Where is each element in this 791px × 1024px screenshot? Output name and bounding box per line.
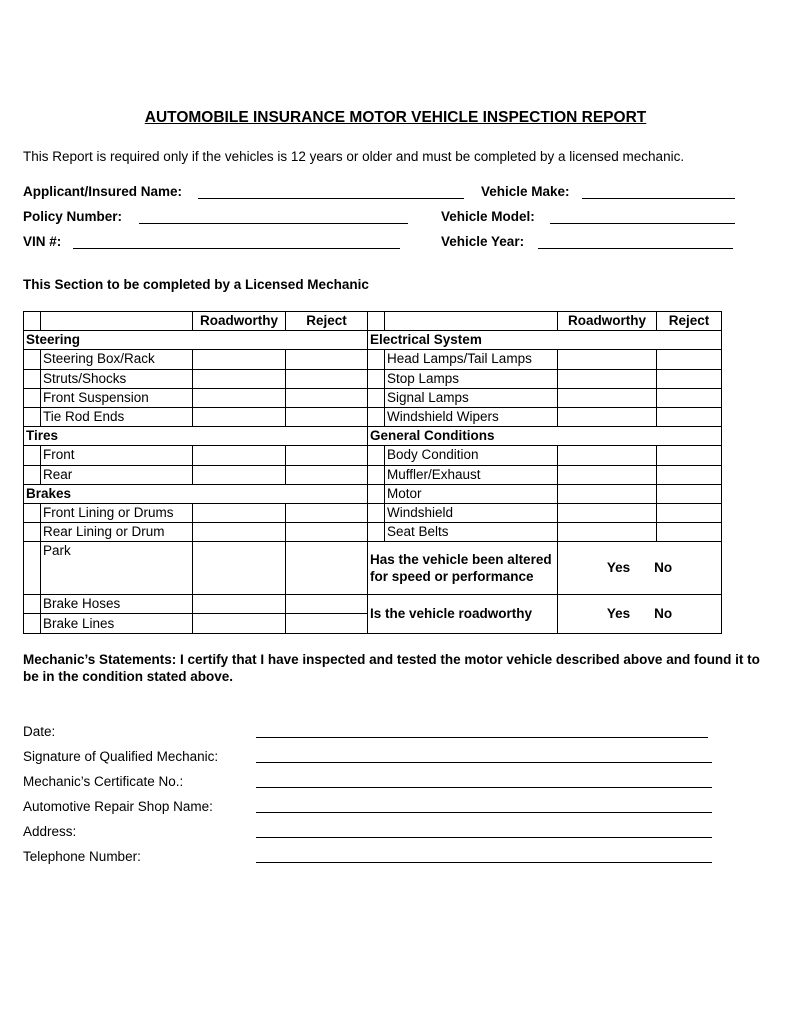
check-cell[interactable] <box>558 484 657 503</box>
year-input-line[interactable] <box>538 248 733 249</box>
shop-label: Automotive Repair Shop Name: <box>23 799 213 814</box>
phone-input-line[interactable] <box>256 862 712 863</box>
item-wipers: Windshield Wipers <box>385 407 558 426</box>
table-row <box>24 407 722 426</box>
check-cell[interactable] <box>657 465 722 484</box>
inspection-table <box>23 311 722 634</box>
intro-text: This Report is required only if the vehicles is 12 years or older and must be completed by a licensed mechanic. <box>23 149 685 164</box>
check-cell[interactable] <box>193 503 286 522</box>
table-row <box>24 595 722 614</box>
altered-yes[interactable]: Yes <box>606 560 631 576</box>
report-title: AUTOMOBILE INSURANCE MOTOR VEHICLE INSPECTION REPORT <box>144 109 647 126</box>
check-cell[interactable] <box>558 465 657 484</box>
group-general: General Conditions <box>368 427 722 446</box>
table-row <box>24 388 722 407</box>
check-cell[interactable] <box>286 369 368 388</box>
check-cell[interactable] <box>657 388 722 407</box>
altered-yes-no[interactable] <box>558 542 722 595</box>
item-seat-belts: Seat Belts <box>385 523 558 542</box>
col-roadworthy-right: Roadworthy <box>558 312 657 331</box>
item-tie-rod: Tie Rod Ends <box>41 407 193 426</box>
shop-input-line[interactable] <box>256 812 712 813</box>
check-cell[interactable] <box>558 407 657 426</box>
vin-input-line[interactable] <box>73 248 400 249</box>
check-cell[interactable] <box>193 595 286 614</box>
col-reject: Reject <box>286 312 368 331</box>
address-input-line[interactable] <box>256 837 712 838</box>
item-front: Front <box>41 446 193 465</box>
check-cell[interactable] <box>657 503 722 522</box>
applicant-label: Applicant/Insured Name: <box>23 184 183 199</box>
applicant-input-line[interactable] <box>198 198 464 199</box>
signature-input-line[interactable] <box>256 762 712 763</box>
date-label: Date: <box>23 724 56 739</box>
model-label: Vehicle Model: <box>441 209 535 224</box>
date-input-line[interactable] <box>256 737 708 738</box>
table-row <box>24 369 722 388</box>
check-cell[interactable] <box>286 350 368 369</box>
check-cell[interactable] <box>558 446 657 465</box>
year-label: Vehicle Year: <box>441 234 525 249</box>
check-cell[interactable] <box>558 503 657 522</box>
question-roadworthy: Is the vehicle roadworthy <box>368 595 558 633</box>
check-cell[interactable] <box>657 407 722 426</box>
col-reject-right: Reject <box>657 312 722 331</box>
section-title: This Section to be completed by a Licensed Mechanic <box>23 277 369 292</box>
item-body: Body Condition <box>385 446 558 465</box>
check-cell[interactable] <box>286 523 368 542</box>
model-input-line[interactable] <box>550 223 735 224</box>
check-cell[interactable] <box>193 388 286 407</box>
item-signal-lamps: Signal Lamps <box>385 388 558 407</box>
group-tires: Tires <box>24 427 368 446</box>
certificate-label: Mechanic’s Certificate No.: <box>23 774 184 789</box>
table-row <box>24 331 722 350</box>
item-head-lamps: Head Lamps/Tail Lamps <box>385 350 558 369</box>
item-windshield: Windshield <box>385 503 558 522</box>
group-electrical: Electrical System <box>368 331 722 350</box>
check-cell[interactable] <box>193 523 286 542</box>
item-rear: Rear <box>41 465 193 484</box>
item-front-lining: Front Lining or Drums <box>41 503 193 522</box>
check-cell[interactable] <box>193 369 286 388</box>
check-cell[interactable] <box>657 523 722 542</box>
check-cell[interactable] <box>286 388 368 407</box>
roadworthy-no[interactable]: No <box>654 605 673 621</box>
check-cell[interactable] <box>193 350 286 369</box>
check-cell[interactable] <box>193 614 286 633</box>
table-row <box>24 465 722 484</box>
table-row <box>24 427 722 446</box>
check-cell[interactable] <box>657 350 722 369</box>
item-front-suspension: Front Suspension <box>41 388 193 407</box>
check-cell[interactable] <box>286 465 368 484</box>
check-cell[interactable] <box>657 484 722 503</box>
check-cell[interactable] <box>193 465 286 484</box>
item-brake-hoses: Brake Hoses <box>41 595 193 614</box>
check-cell[interactable] <box>286 614 368 633</box>
table-row <box>24 503 722 522</box>
item-park: Park <box>41 542 193 595</box>
signature-label: Signature of Qualified Mechanic: <box>23 749 219 764</box>
table-row <box>24 350 722 369</box>
certificate-input-line[interactable] <box>256 787 712 788</box>
roadworthy-yes[interactable]: Yes <box>606 605 631 621</box>
table-row <box>24 484 722 503</box>
policy-input-line[interactable] <box>139 223 408 224</box>
group-steering: Steering <box>24 331 368 350</box>
check-cell[interactable] <box>558 523 657 542</box>
table-row <box>24 446 722 465</box>
roadworthy-yes-no[interactable] <box>558 595 722 633</box>
question-altered: Has the vehicle been altered for speed or performance <box>368 542 558 595</box>
item-stop-lamps: Stop Lamps <box>385 369 558 388</box>
vin-label: VIN #: <box>23 234 62 249</box>
policy-label: Policy Number: <box>23 209 123 224</box>
item-struts: Struts/Shocks <box>41 369 193 388</box>
table-header-row <box>24 312 722 331</box>
check-cell[interactable] <box>558 369 657 388</box>
mechanic-statement: Mechanic’s Statements: I certify that I have inspected and tested the motor vehicle described above and found it to be in the condition stated above. <box>23 652 760 684</box>
check-cell[interactable] <box>193 542 286 595</box>
check-cell[interactable] <box>193 446 286 465</box>
col-roadworthy: Roadworthy <box>193 312 286 331</box>
make-label: Vehicle Make: <box>481 184 570 199</box>
check-cell[interactable] <box>193 407 286 426</box>
item-motor: Motor <box>385 484 558 503</box>
check-cell[interactable] <box>286 595 368 614</box>
check-cell[interactable] <box>558 388 657 407</box>
check-cell[interactable] <box>286 503 368 522</box>
item-steering-box: Steering Box/Rack <box>41 350 193 369</box>
check-cell[interactable] <box>657 446 722 465</box>
item-muffler: Muffler/Exhaust <box>385 465 558 484</box>
check-cell[interactable] <box>657 369 722 388</box>
table-row <box>24 523 722 542</box>
make-input-line[interactable] <box>582 198 735 199</box>
check-cell[interactable] <box>286 407 368 426</box>
address-label: Address: <box>23 824 77 839</box>
phone-label: Telephone Number: <box>23 849 141 864</box>
altered-no[interactable]: No <box>654 560 673 576</box>
item-rear-lining: Rear Lining or Drum <box>41 523 193 542</box>
check-cell[interactable] <box>558 350 657 369</box>
table-row <box>24 542 722 595</box>
item-brake-lines: Brake Lines <box>41 614 193 633</box>
group-brakes: Brakes <box>24 484 368 503</box>
check-cell[interactable] <box>286 446 368 465</box>
check-cell[interactable] <box>286 542 368 595</box>
